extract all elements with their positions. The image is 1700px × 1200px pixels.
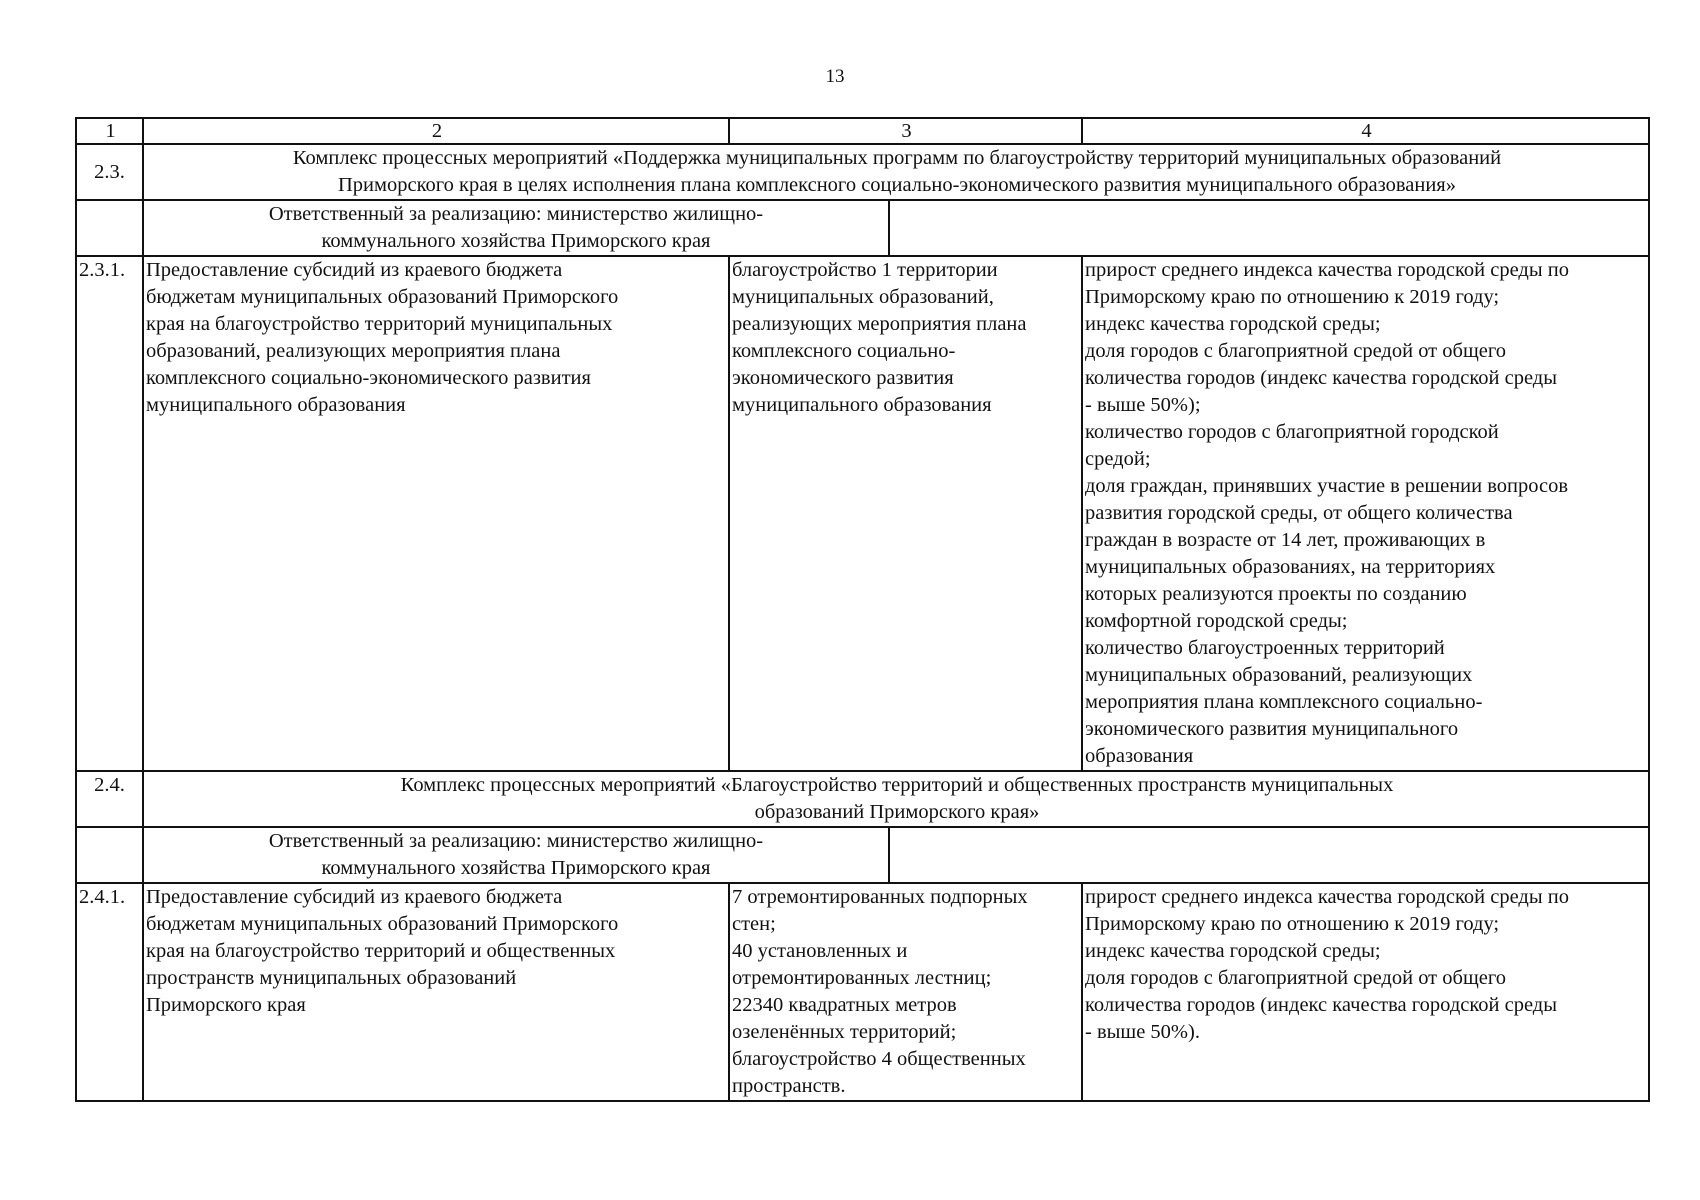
text-line: бюджетам муниципальных образований Приморского xyxy=(146,913,619,935)
text-line: комплексного социально- xyxy=(732,340,956,362)
measure-result xyxy=(729,883,1082,1101)
text-line: пространств муниципальных образований xyxy=(146,967,517,989)
section-title-line: Приморского края в целях исполнения плана комплексного социально-экономического развития муниципального образования» xyxy=(337,174,1456,196)
responsible-cell xyxy=(143,200,1649,256)
row-number: 2.4.1. xyxy=(76,883,143,1101)
text-line: благоустройство 1 территории xyxy=(732,259,998,281)
text-line: комфортной городской среды; xyxy=(1085,610,1348,632)
text-line: средой; xyxy=(1085,448,1151,470)
section-title-row xyxy=(76,771,1649,827)
text-line: доля граждан, принявших участие в решении вопросов xyxy=(1085,475,1569,497)
table-header-row xyxy=(76,118,1649,144)
empty-number-cell xyxy=(76,200,143,256)
text-line: Приморскому краю по отношению к 2019 году; xyxy=(1085,913,1500,935)
measure-indicators xyxy=(1082,883,1649,1101)
section-title xyxy=(143,144,1649,200)
text-line: количество благоустроенных территорий xyxy=(1085,637,1445,659)
text-line: муниципального образования xyxy=(146,394,406,416)
text-line: - выше 50%); xyxy=(1085,394,1201,416)
responsible-row xyxy=(76,200,1649,256)
table-row xyxy=(76,883,1649,1101)
section-number: 2.3. xyxy=(76,144,143,200)
measure-indicators xyxy=(1082,256,1649,771)
text-line: Приморскому краю по отношению к 2019 году; xyxy=(1085,286,1500,308)
text-line: доля городов с благоприятной средой от общего xyxy=(1085,967,1506,989)
text-line: Предоставление субсидий из краевого бюджета xyxy=(146,886,563,908)
table-row xyxy=(76,256,1649,771)
text-line: муниципальных образований, xyxy=(732,286,994,308)
responsible-cell xyxy=(143,827,1649,883)
text-line: количества городов (индекс качества городской среды xyxy=(1085,994,1557,1016)
text-line: Предоставление субсидий из краевого бюджета xyxy=(146,259,563,281)
text-line: 7 отремонтированных подпорных xyxy=(732,886,1028,908)
responsible-row xyxy=(76,827,1649,883)
text-line: которых реализуются проекты по созданию xyxy=(1085,583,1467,605)
measure-description xyxy=(143,883,729,1101)
responsible-empty-cell xyxy=(890,828,1648,882)
text-line: прирост среднего индекса качества городской среды по xyxy=(1085,886,1569,908)
column-header-1: 1 xyxy=(76,118,143,144)
section-title-row xyxy=(76,144,1649,200)
text-line: озеленённых территорий; xyxy=(732,1021,957,1043)
text-line: прирост среднего индекса качества городской среды по xyxy=(1085,259,1569,281)
text-line: бюджетам муниципальных образований Приморского xyxy=(146,286,619,308)
responsible-text xyxy=(144,828,890,882)
responsible-line: коммунального хозяйства Приморского края xyxy=(321,857,711,879)
column-header-2: 2 xyxy=(143,118,729,144)
text-line: стен; xyxy=(732,913,776,935)
responsible-line: коммунального хозяйства Приморского края xyxy=(321,230,711,252)
text-line: экономического развития муниципального xyxy=(1085,718,1459,740)
text-line: образования xyxy=(1085,745,1194,767)
text-line: индекс качества городской среды; xyxy=(1085,940,1381,962)
section-title-line: Комплекс процессных мероприятий «Благоустройство территорий и общественных пространств муниципальных xyxy=(400,774,1394,796)
measures-table xyxy=(75,117,1650,1102)
text-line: пространств. xyxy=(732,1075,846,1097)
column-header-3: 3 xyxy=(729,118,1082,144)
section-title-line: Комплекс процессных мероприятий «Поддержка муниципальных программ по благоустройству территорий муниципальных образований xyxy=(292,147,1502,169)
text-line: благоустройство 4 общественных xyxy=(732,1048,1026,1070)
row-number: 2.3.1. xyxy=(76,256,143,771)
text-line: края на благоустройство территорий муниципальных xyxy=(146,313,613,335)
responsible-text xyxy=(144,201,890,255)
text-line: образований, реализующих мероприятия плана xyxy=(146,340,561,362)
text-line: количества городов (индекс качества городской среды xyxy=(1085,367,1557,389)
text-line: Приморского края xyxy=(146,994,306,1016)
text-line: муниципальных образованиях, на территориях xyxy=(1085,556,1496,578)
text-line: доля городов с благоприятной средой от общего xyxy=(1085,340,1506,362)
text-line: муниципальных образований, реализующих xyxy=(1085,664,1473,686)
text-line: муниципального образования xyxy=(732,394,992,416)
responsible-line: Ответственный за реализацию: министерство жилищно- xyxy=(268,203,764,225)
text-line: 22340 квадратных метров xyxy=(732,994,957,1016)
text-line: мероприятия плана комплексного социально- xyxy=(1085,691,1483,713)
column-header-4: 4 xyxy=(1082,118,1649,144)
text-line: развития городской среды, от общего количества xyxy=(1085,502,1513,524)
text-line: отремонтированных лестниц; xyxy=(732,967,992,989)
text-line: 40 установленных и xyxy=(732,940,908,962)
text-line: края на благоустройство территорий и общественных xyxy=(146,940,616,962)
text-line: реализующих мероприятия плана xyxy=(732,313,1027,335)
text-line: количество городов с благоприятной городской xyxy=(1085,421,1499,443)
text-line: экономического развития xyxy=(732,367,954,389)
section-title-line: образований Приморского края» xyxy=(754,801,1040,823)
text-line: индекс качества городской среды; xyxy=(1085,313,1381,335)
section-number: 2.4. xyxy=(76,771,143,827)
responsible-line: Ответственный за реализацию: министерство жилищно- xyxy=(268,830,764,852)
section-title xyxy=(143,771,1649,827)
empty-number-cell xyxy=(76,827,143,883)
text-line: граждан в возрасте от 14 лет, проживающих в xyxy=(1085,529,1486,551)
measure-result xyxy=(729,256,1082,771)
text-line: - выше 50%). xyxy=(1085,1021,1200,1043)
text-line: комплексного социально-экономического развития xyxy=(146,367,591,389)
measure-description xyxy=(143,256,729,771)
responsible-empty-cell xyxy=(890,201,1648,255)
page-number: 13 xyxy=(825,66,845,87)
